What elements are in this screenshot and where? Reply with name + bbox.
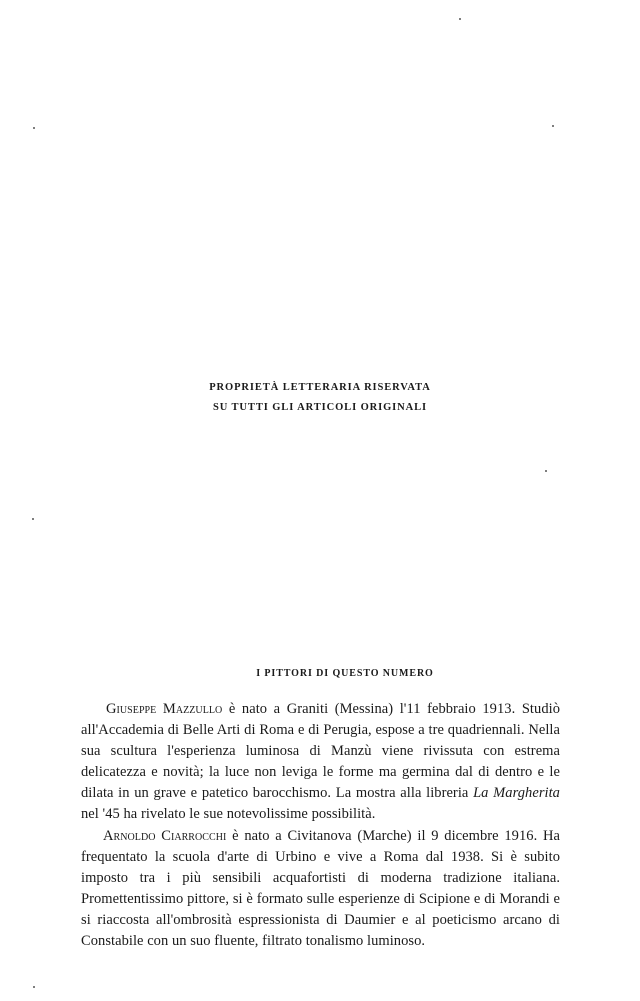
artist-bio-ciarrocchi — [81, 826, 560, 952]
print-speck — [33, 986, 35, 988]
print-speck — [552, 125, 554, 127]
copyright-notice — [0, 378, 640, 418]
artist-name: Giuseppe Mazzullo — [106, 701, 223, 717]
gallery-name: La Margherita — [473, 785, 560, 801]
artist-bio-mazzullo — [81, 699, 560, 825]
bio-text: nel '45 ha rivelato le sue notevolissime possibilità. — [81, 806, 376, 822]
print-speck — [459, 18, 461, 20]
bio-text: è nato a Civitanova (Marche) il 9 dicembre 1916. Ha frequentato la scuola d'arte di Urbino e vive a Roma dal 1938. Si è subito imposto tra i più sensibili acquafortisti di moderna tradizione italiana. Promettentissimo pittore, si è formato sulle esperienze di Scipione e di Morandi e si riaccosta all'ombrosità espressionista di Daumier e al poeticismo arcano di Constabile con un suo fluente, filtrato tonalismo luminoso. — [81, 828, 560, 949]
print-speck — [545, 470, 547, 472]
copyright-line-2: SU TUTTI GLI ARTICOLI ORIGINALI — [212, 402, 428, 413]
artist-name: Arnoldo Ciarrocchi — [103, 828, 227, 844]
print-speck — [33, 127, 35, 129]
section-heading: I PITTORI DI QUESTO NUMERO — [256, 668, 434, 679]
copyright-line-1: PROPRIETÀ LETTERARIA RISERVATA — [209, 382, 431, 393]
bio-text: è nato a Graniti (Messina) l'11 febbraio 1913. Studiò all'Accademia di Belle Arti di Roma e di Perugia, espose a tre quadriennali. Nella sua scultura l'esperienza luminosa di Manzù viene rivissuta con estrema delicatezza e novità; la luce non leviga le forme ma germina dal di dentro e le dilata in un grave e patetico barocchismo. La mostra alla libreria — [81, 701, 560, 801]
print-speck — [32, 518, 34, 520]
